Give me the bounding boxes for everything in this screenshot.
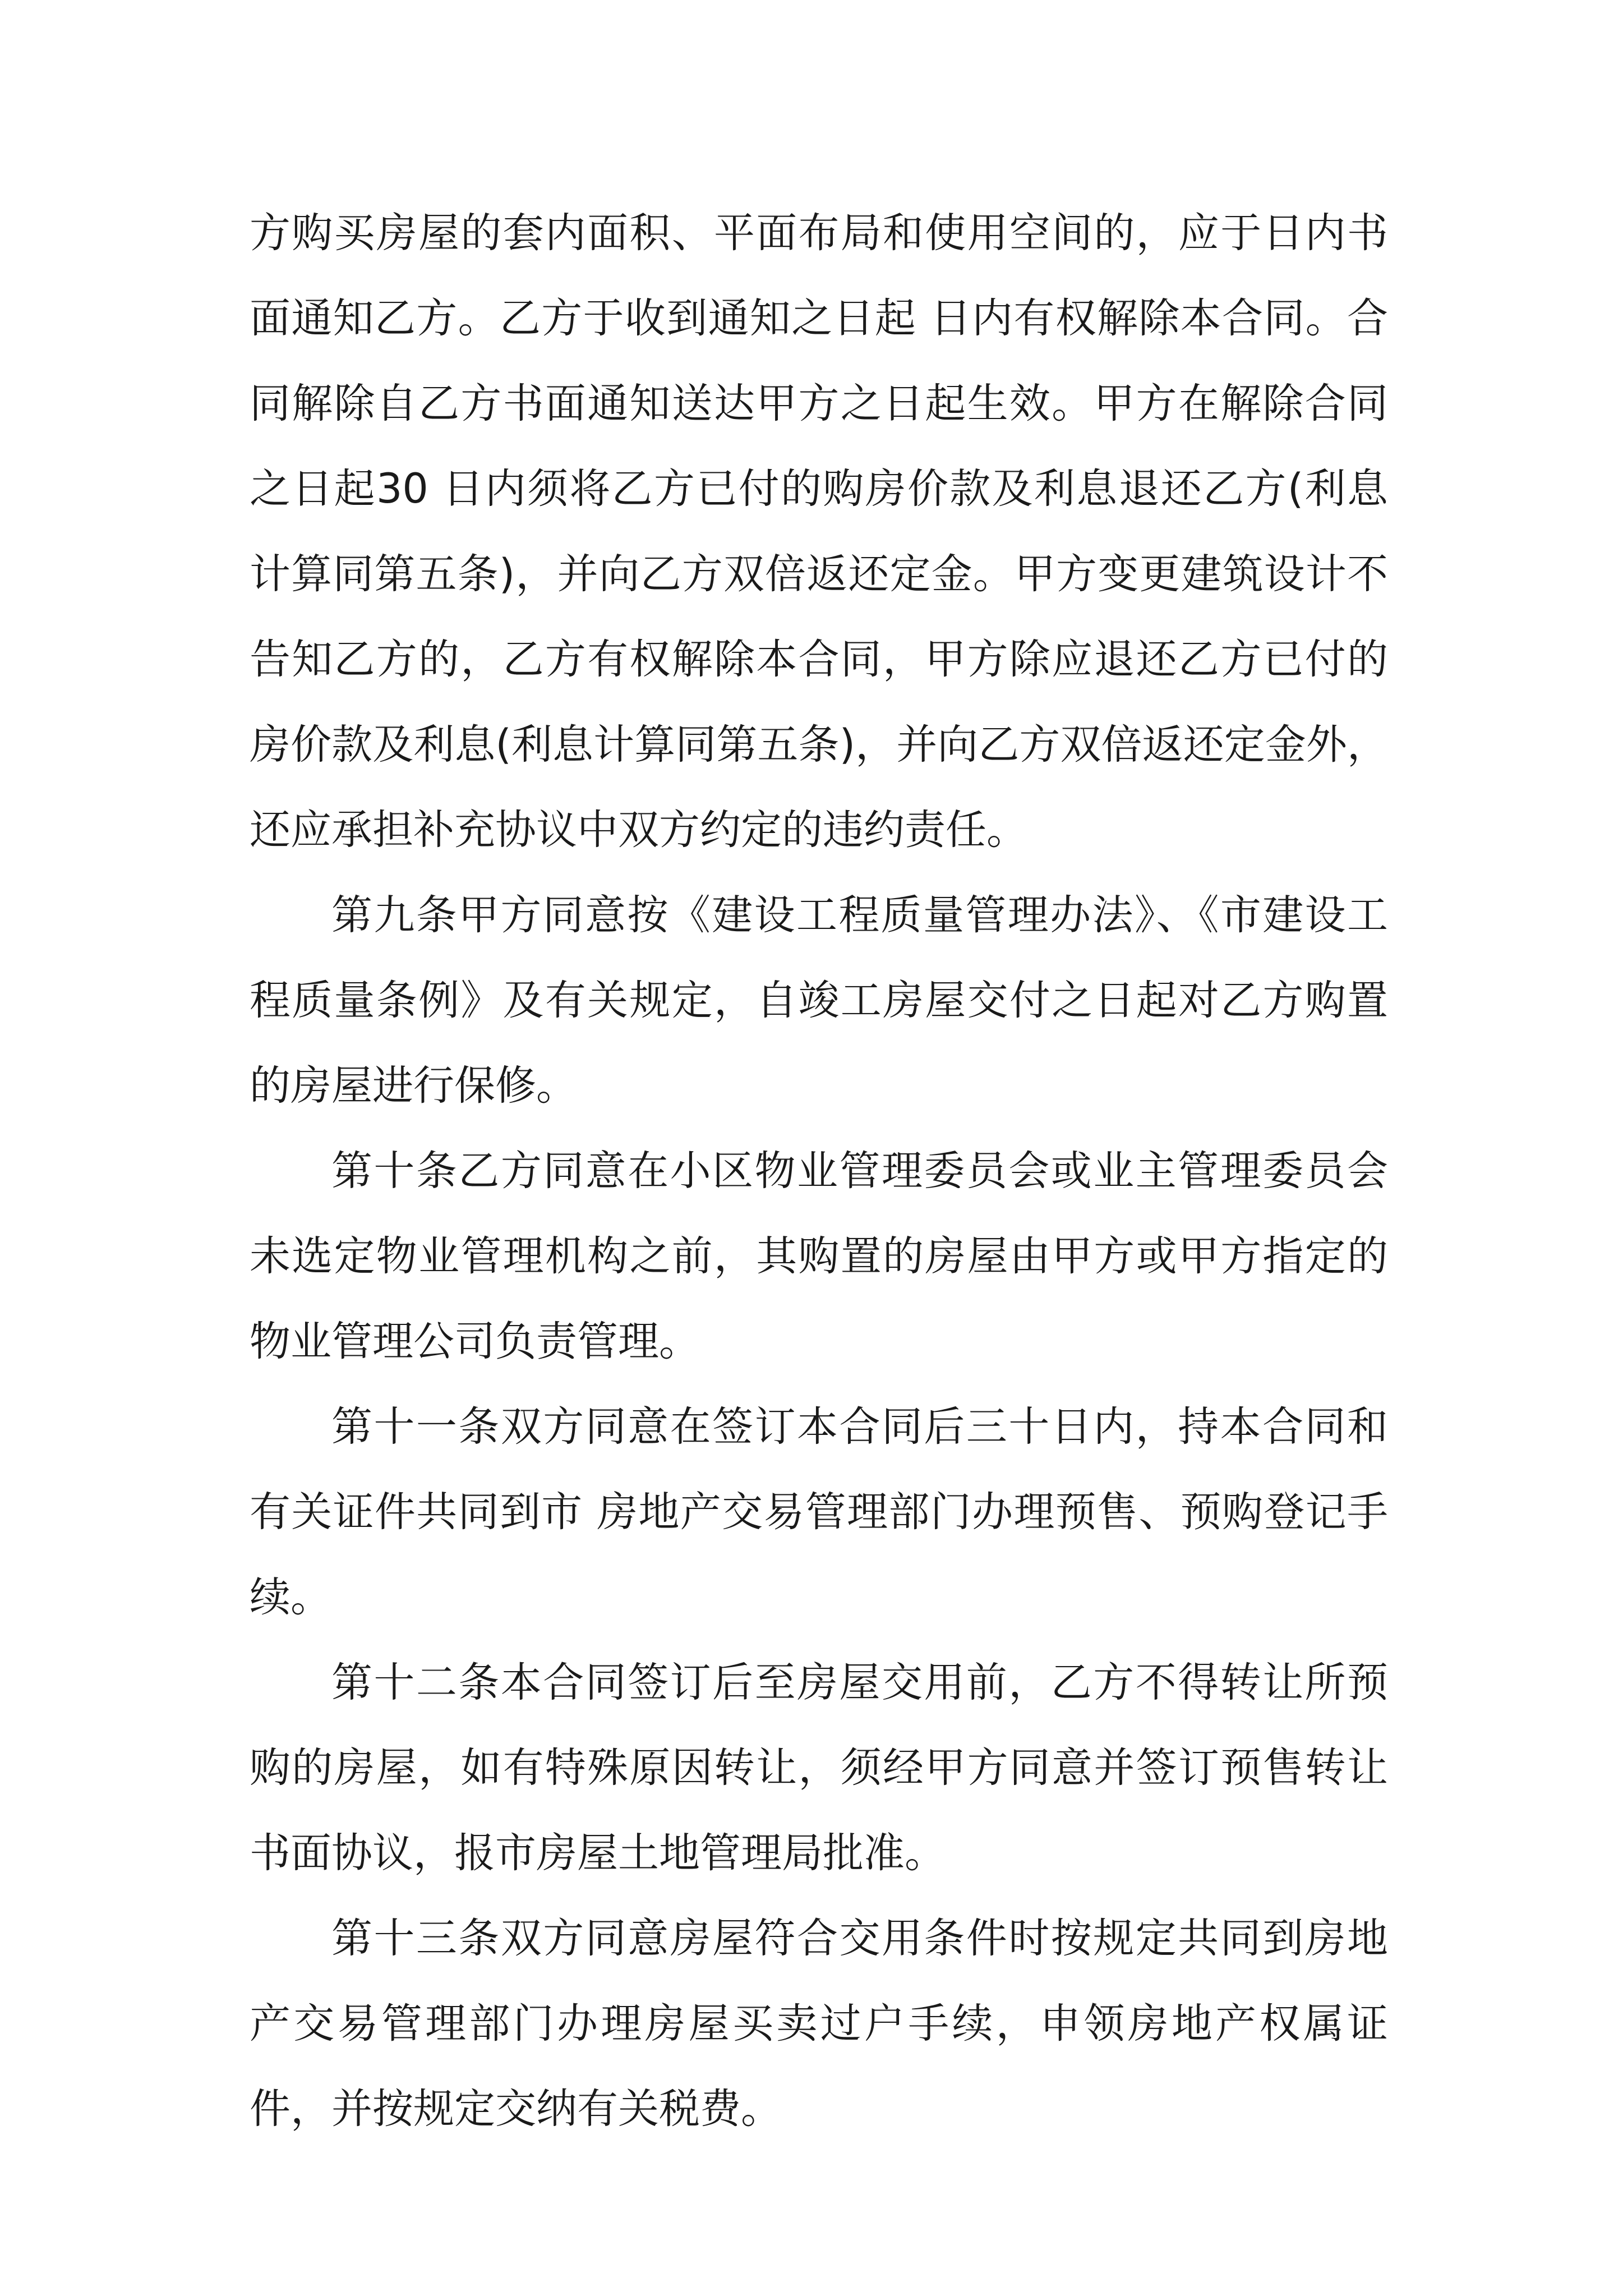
paragraph-article-11: 第十一条双方同意在签订本合同后三十日内，持本合同和有关证件共同到市 房地产交易管理部门办理预售、预购登记手续。 bbox=[250, 1403, 1388, 1621]
paragraph-article-12: 第十二条本合同签订后至房屋交用前，乙方不得转让所预购的房屋，如有特殊原因转让，须经甲方同意并签订预售转让书面协议，报市房屋土地管理局批准。 bbox=[250, 1659, 1388, 1877]
paragraph-continuation: 方购买房屋的套内面积、平面布局和使用空间的，应于日内书面通知乙方。乙方于收到通知之日起 日内有权解除本合同。合同解除自乙方书面通知送达甲方之日起生效。甲方在解除合同之日起30 日内须将乙方已付的购房价款及利息退还乙方(利息计算同第五条)，并向乙方双倍返还定金。甲方变更建筑设计不告知乙方的，乙方有权解除本合同，甲方除应退还乙方已付的房价款及利息(利息计算同第五条)，并向乙方双倍返还定金外，还应承担补充协议中双方约定的违约责任。 bbox=[250, 209, 1388, 854]
paragraph-article-10: 第十条乙方同意在小区物业管理委员会或业主管理委员会未选定物业管理机构之前，其购置的房屋由甲方或甲方指定的物业管理公司负责管理。 bbox=[250, 1147, 1388, 1365]
contract-body bbox=[250, 191, 1388, 2152]
paragraph-article-13: 第十三条双方同意房屋符合交用条件时按规定共同到房地产交易管理部门办理房屋买卖过户手续，申领房地产权属证件，并按规定交纳有关税费。 bbox=[250, 1915, 1388, 2133]
paragraph-article-9: 第九条甲方同意按《建设工程质量管理办法》、《市建设工程质量条例》及有关规定，自竣工房屋交付之日起对乙方购置的房屋进行保修。 bbox=[250, 891, 1388, 1110]
